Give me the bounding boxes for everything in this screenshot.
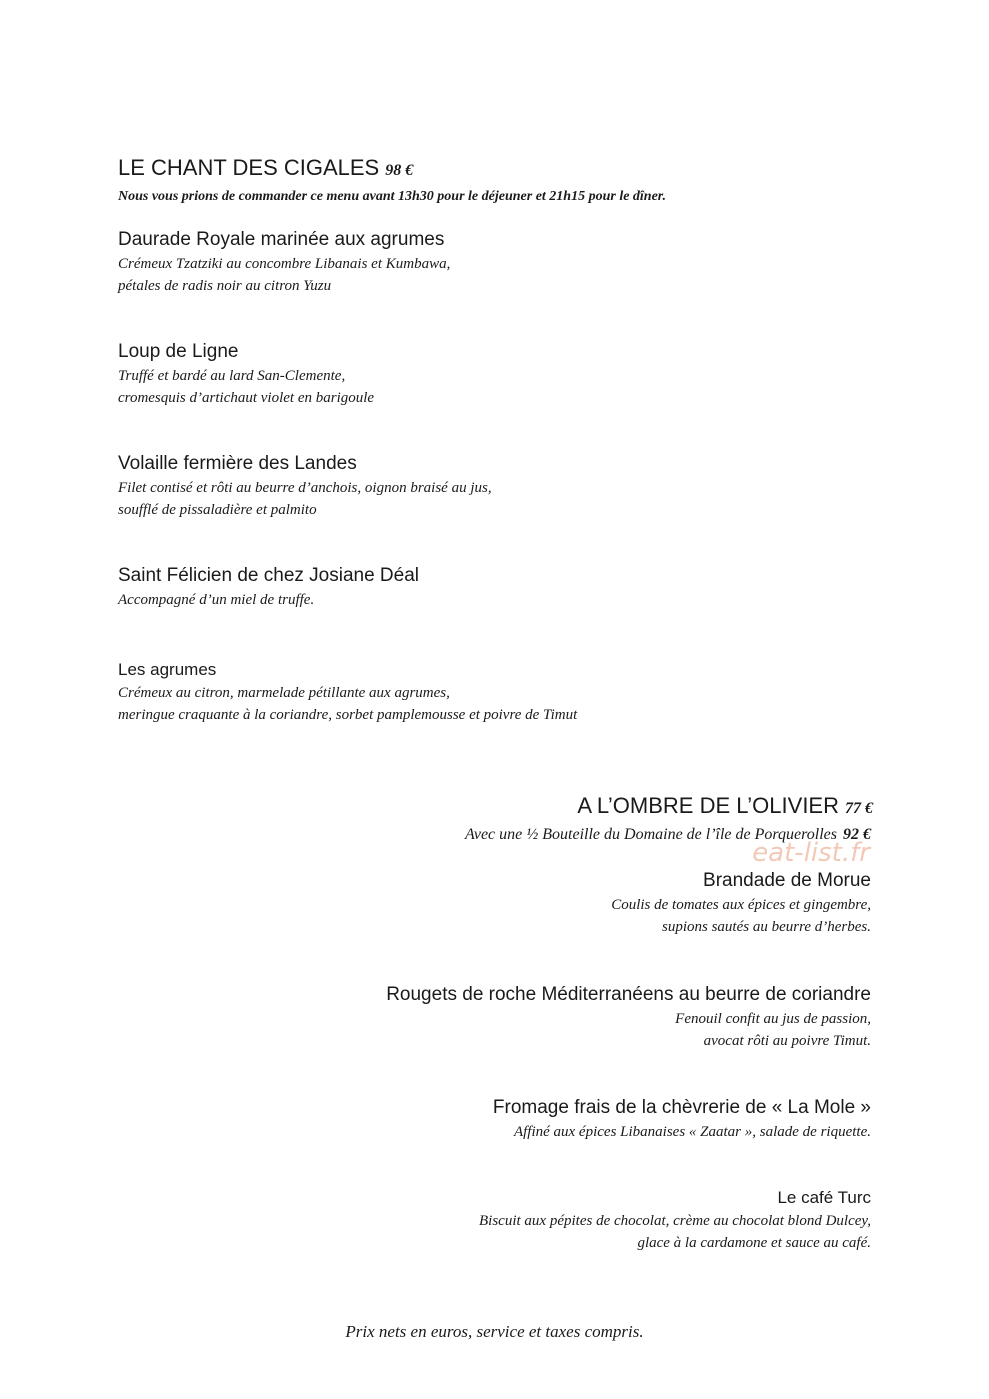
dish-name: Le café Turc <box>777 1188 871 1207</box>
dish-desc-line: Coulis de tomates aux épices et gingembre, <box>611 897 871 913</box>
dish-desc-line: supions sautés au beurre d’herbes. <box>661 919 871 935</box>
dish-desc-line: Filet contisé et rôti au beurre d’anchois, oignon braisé au jus, <box>118 480 492 496</box>
dish-desc-line: Crémeux Tzatziki au concombre Libanais et Kumbawa, <box>118 256 451 272</box>
dish-desc-line: Truffé et bardé au lard San-Clemente, <box>118 368 346 384</box>
menu-note: Nous vous prions de commander ce menu avant 13h30 pour le déjeuner et 21h15 pour le dîner. <box>118 189 666 204</box>
menu-title-text: A L’OMBRE DE L’OLIVIER <box>577 793 839 818</box>
menu-price: 98 € <box>385 162 414 179</box>
dish-desc-line: cromesquis d’artichaut violet en barigoule <box>118 390 375 406</box>
dish-desc-line: Biscuit aux pépites de chocolat, crème au chocolat blond Dulcey, <box>479 1213 871 1229</box>
dish-desc-line: pétales de radis noir au citron Yuzu <box>118 278 332 294</box>
dish-agrumes <box>118 658 577 726</box>
watermark: eat-list.fr <box>752 838 870 868</box>
dish-desc-line: soufflé de pissaladière et palmito <box>118 502 317 518</box>
dish-name: Brandade de Morue <box>703 870 871 891</box>
dish-daurade <box>118 227 450 297</box>
dish-name: Loup de Ligne <box>118 341 239 362</box>
dish-name: Saint Félicien de chez Josiane Déal <box>118 565 420 586</box>
dish-name: Rougets de roche Méditerranéens au beurre de coriandre <box>386 984 871 1005</box>
dish-name: Daurade Royale marinée aux agrumes <box>118 229 445 250</box>
dish-volaille <box>118 451 492 521</box>
dish-fromage <box>493 1095 871 1143</box>
menu-price: 77 € <box>845 800 873 817</box>
menu-chant-des-cigales-header <box>118 152 878 207</box>
footer-pricing-note: Prix nets en euros, service et taxes compris. <box>345 1322 644 1341</box>
dish-rougets <box>386 982 871 1052</box>
dish-desc-line: glace à la cardamone et sauce au café. <box>637 1235 871 1251</box>
wine-option-price: 92 € <box>843 826 871 843</box>
menu-title <box>118 152 878 187</box>
dish-name: Fromage frais de la chèvrerie de « La Mole » <box>492 1097 871 1118</box>
wine-option-text: Avec une ½ Bouteille du Domaine de l’île de Porquerolles <box>464 826 837 843</box>
dish-desc-line: Accompagné d’un miel de truffe. <box>118 592 315 608</box>
dish-desc-line: Fenouil confit au jus de passion, <box>675 1011 871 1027</box>
menu-ombre-olivier-title <box>577 790 873 825</box>
dish-saint-felicien <box>118 563 419 611</box>
dish-desc-line: avocat rôti au poivre Timut. <box>703 1033 871 1049</box>
dish-desc-line: Crémeux au citron, marmelade pétillante aux agrumes, <box>118 685 450 701</box>
dish-brandade <box>611 868 871 938</box>
dish-name: Les agrumes <box>118 660 217 679</box>
dish-desc-line: Affiné aux épices Libanaises « Zaatar », salade de riquette. <box>513 1124 871 1140</box>
dish-cafe-turc <box>479 1186 871 1254</box>
dish-loup <box>118 339 374 409</box>
dish-desc-line: meringue craquante à la coriandre, sorbet pamplemousse et poivre de Timut <box>118 707 578 723</box>
menu-title-text: LE CHANT DES CIGALES <box>118 155 380 180</box>
dish-name: Volaille fermière des Landes <box>118 453 357 474</box>
